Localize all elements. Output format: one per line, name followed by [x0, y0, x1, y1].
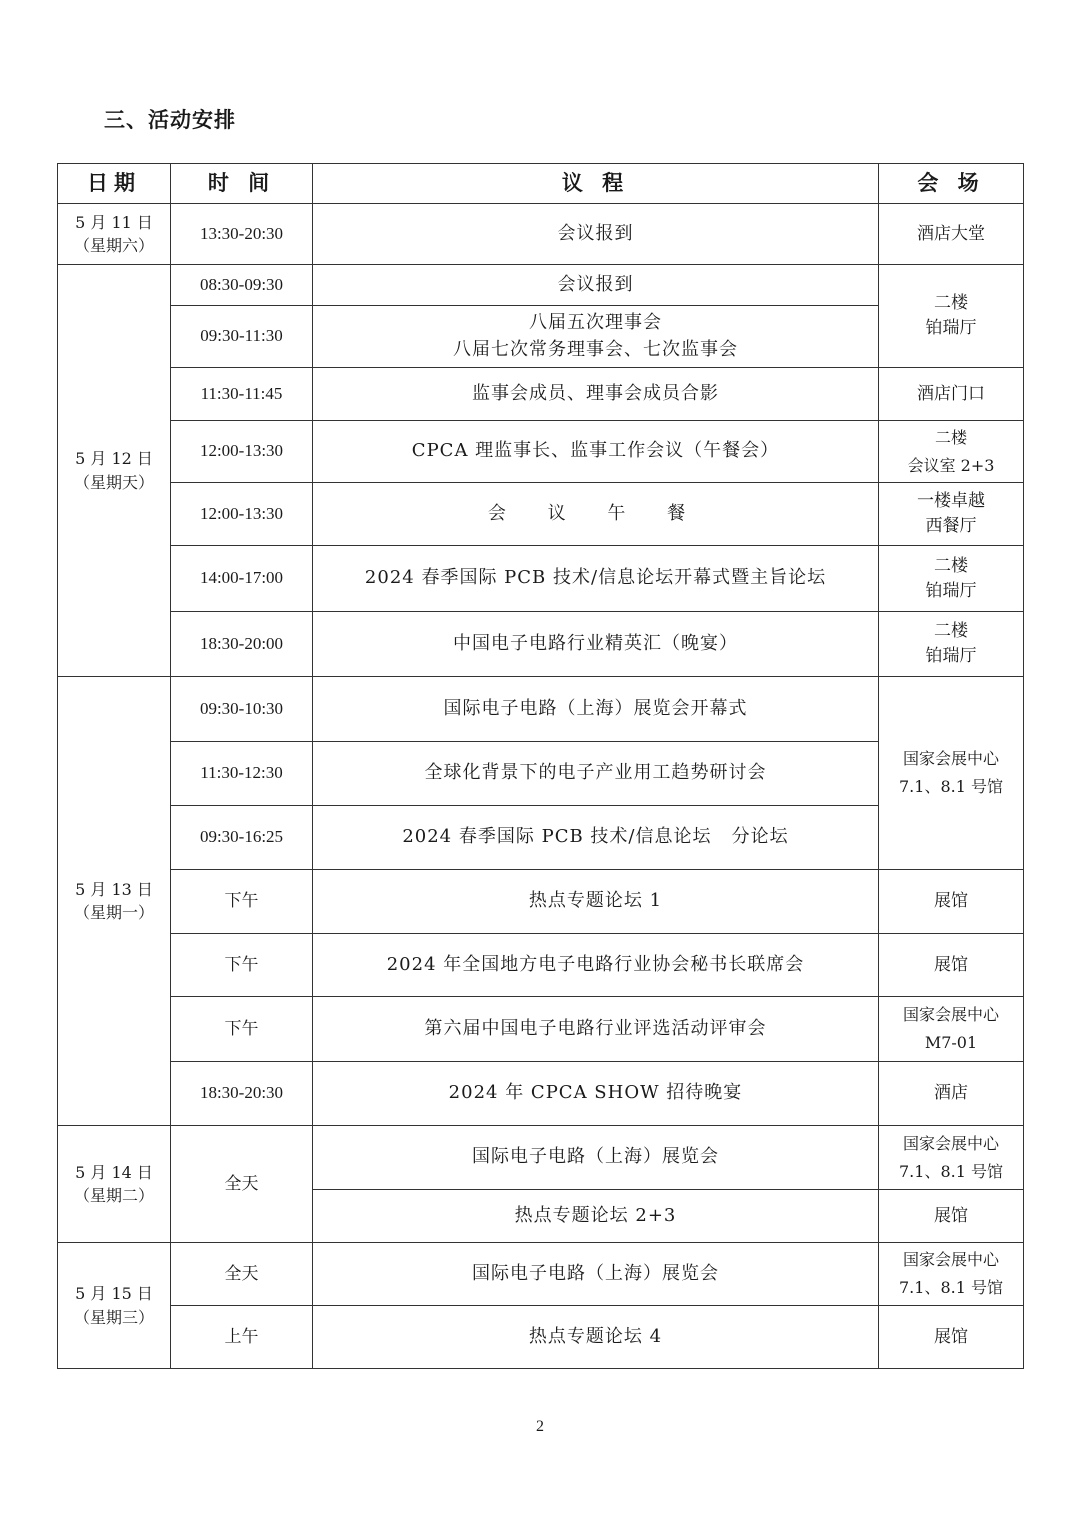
venue-line: 铂瑞厅	[925, 580, 977, 601]
agenda-cell: 国际电子电路（上海）展览会	[313, 1243, 879, 1306]
time-cell: 12:00-13:30	[171, 483, 313, 546]
venue-line: 7.1、8.1 号馆	[899, 777, 1003, 796]
agenda-line: 八届五次理事会	[529, 312, 662, 334]
venue-cell	[879, 421, 1024, 483]
time-cell: 全天	[171, 1126, 313, 1243]
weekday-label: （星期一）	[73, 903, 154, 922]
venue-cell	[879, 997, 1024, 1062]
venue-line: 国家会展中心	[902, 749, 999, 768]
venue-line: 二楼	[934, 555, 968, 576]
agenda-cell: CPCA 理监事长、监事工作会议（午餐会）	[313, 421, 879, 483]
time-cell: 08:30-09:30	[171, 265, 313, 306]
table-row	[58, 1126, 1024, 1190]
venue-line: 铂瑞厅	[925, 646, 977, 666]
table-row	[58, 612, 1024, 677]
schedule-table	[57, 163, 1024, 1369]
time-cell: 09:30-11:30	[171, 306, 313, 368]
time-cell: 下午	[171, 870, 313, 934]
table-row	[58, 677, 1024, 742]
agenda-cell: 国际电子电路（上海）展览会	[313, 1126, 879, 1190]
date-cell	[58, 204, 171, 265]
time-cell: 全天	[171, 1243, 313, 1306]
table-row	[58, 265, 1024, 306]
table-row	[58, 546, 1024, 612]
venue-line: 二楼	[934, 293, 968, 314]
table-row	[58, 997, 1024, 1062]
venue-line: 西餐厅	[925, 516, 977, 536]
time-cell: 14:00-17:00	[171, 546, 313, 612]
table-row	[58, 1243, 1024, 1306]
venue-cell	[879, 677, 1024, 870]
venue-line: 国家会展中心	[902, 1250, 999, 1269]
agenda-cell: 会议报到	[313, 265, 879, 306]
date-cell	[58, 1126, 171, 1243]
time-cell: 13:30-20:30	[171, 204, 313, 265]
venue-line: 二楼	[934, 427, 967, 447]
agenda-cell: 2024 春季国际 PCB 技术/信息论坛 分论坛	[313, 806, 879, 870]
venue-line: 一楼卓越	[917, 491, 985, 512]
table-row	[58, 1062, 1024, 1126]
venue-cell: 酒店	[879, 1062, 1024, 1126]
agenda-cell: 2024 春季国际 PCB 技术/信息论坛开幕式暨主旨论坛	[313, 546, 879, 612]
table-row	[58, 1306, 1024, 1369]
agenda-cell: 第六届中国电子电路行业评选活动评审会	[313, 997, 879, 1062]
page-number: 2	[536, 1418, 544, 1435]
agenda-cell: 热点专题论坛 4	[313, 1306, 879, 1369]
agenda-cell: 热点专题论坛 1	[313, 870, 879, 934]
time-cell: 18:30-20:30	[171, 1062, 313, 1126]
agenda-cell	[313, 306, 879, 368]
venue-line: 国家会展中心	[902, 1133, 999, 1153]
agenda-cell: 国际电子电路（上海）展览会开幕式	[313, 677, 879, 742]
time-cell: 上午	[171, 1306, 313, 1369]
venue-line: 铂瑞厅	[925, 318, 977, 338]
agenda-cell: 2024 年 CPCA SHOW 招待晚宴	[313, 1062, 879, 1126]
venue-cell	[879, 1243, 1024, 1306]
header-date: 日期	[58, 164, 171, 204]
header-time: 时 间	[171, 164, 313, 204]
weekday-label: （星期二）	[73, 1186, 154, 1205]
agenda-cell: 中国电子电路行业精英汇（晚宴）	[313, 612, 879, 677]
date-cell	[58, 265, 171, 677]
section-title: 三、活动安排	[104, 108, 236, 132]
agenda-cell: 2024 年全国地方电子电路行业协会秘书长联席会	[313, 934, 879, 997]
venue-cell: 展馆	[879, 1306, 1024, 1369]
table-row	[58, 483, 1024, 546]
venue-line: 7.1、8.1 号馆	[899, 1278, 1003, 1297]
venue-cell	[879, 546, 1024, 612]
date-label: 5 月 11 日	[75, 212, 153, 232]
venue-line: 7.1、8.1 号馆	[899, 1161, 1003, 1181]
time-cell: 下午	[171, 997, 313, 1062]
agenda-cell: 监事会成员、理事会成员合影	[313, 368, 879, 421]
venue-cell	[879, 483, 1024, 546]
header-venue: 会 场	[879, 164, 1024, 204]
time-cell: 18:30-20:00	[171, 612, 313, 677]
agenda-cell: 热点专题论坛 2+3	[313, 1190, 879, 1243]
date-label: 5 月 14 日	[75, 1162, 153, 1182]
venue-cell	[879, 612, 1024, 677]
table-row	[58, 421, 1024, 483]
time-cell: 11:30-11:45	[171, 368, 313, 421]
venue-line: 会议室 2+3	[907, 455, 995, 475]
time-cell: 09:30-16:25	[171, 806, 313, 870]
time-cell: 11:30-12:30	[171, 742, 313, 806]
agenda-line: 八届七次常务理事会、七次监事会	[453, 338, 738, 360]
venue-cell: 展馆	[879, 1190, 1024, 1243]
date-label: 5 月 12 日	[75, 449, 153, 469]
agenda-cell: 会议报到	[313, 204, 879, 265]
venue-cell: 酒店门口	[879, 368, 1024, 421]
venue-cell	[879, 265, 1024, 368]
venue-line: M7-01	[924, 1033, 978, 1052]
agenda-cell: 全球化背景下的电子产业用工趋势研讨会	[313, 742, 879, 806]
table-row	[58, 870, 1024, 934]
date-cell	[58, 1243, 171, 1369]
venue-cell	[879, 1126, 1024, 1190]
date-label: 5 月 13 日	[75, 879, 153, 899]
weekday-label: （星期六）	[73, 236, 154, 255]
time-cell: 09:30-10:30	[171, 677, 313, 742]
time-cell: 下午	[171, 934, 313, 997]
header-row	[58, 164, 1024, 204]
header-agenda: 议 程	[313, 164, 879, 204]
table-row	[58, 934, 1024, 997]
weekday-label: （星期天）	[73, 472, 154, 492]
venue-cell: 展馆	[879, 934, 1024, 997]
venue-line: 国家会展中心	[902, 1005, 999, 1024]
date-cell	[58, 677, 171, 1126]
table-row	[58, 368, 1024, 421]
agenda-cell: 会 议 午 餐	[313, 483, 879, 546]
weekday-label: （星期三）	[73, 1307, 154, 1327]
table-row	[58, 204, 1024, 265]
time-cell: 12:00-13:30	[171, 421, 313, 483]
venue-cell: 酒店大堂	[879, 204, 1024, 265]
venue-cell: 展馆	[879, 870, 1024, 934]
venue-line: 二楼	[934, 621, 968, 642]
date-label: 5 月 15 日	[75, 1284, 153, 1304]
